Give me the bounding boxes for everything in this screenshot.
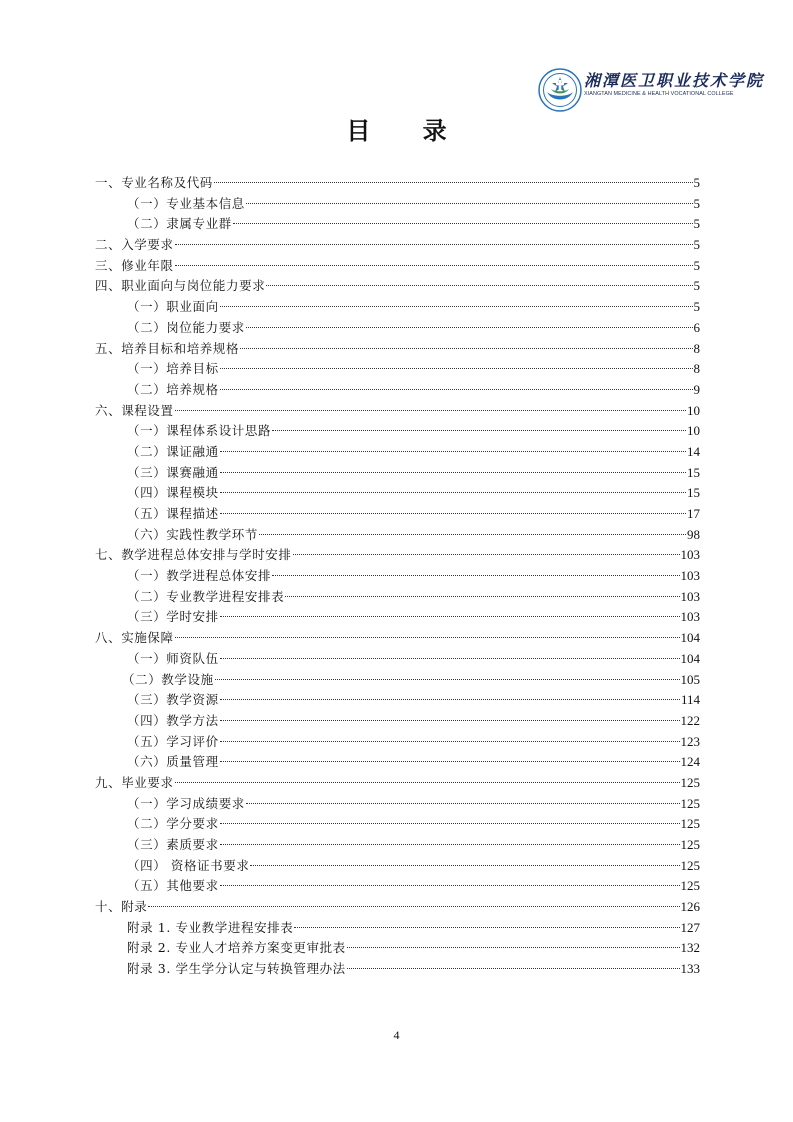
toc-entry-label: （四） 资格证书要求	[127, 857, 250, 873]
toc-entry[interactable]	[95, 835, 700, 856]
toc-dot-leader	[266, 285, 692, 286]
toc-entry-page: 104	[680, 630, 700, 646]
toc-entry-label: （一）专业基本信息	[127, 195, 245, 211]
toc-dot-leader	[347, 968, 680, 969]
table-of-contents	[95, 173, 700, 980]
toc-entry[interactable]	[95, 938, 700, 959]
toc-dot-leader	[233, 223, 693, 224]
toc-entry-label: （一）师资队伍	[127, 650, 219, 666]
toc-entry[interactable]	[95, 297, 700, 318]
toc-entry-page: 123	[680, 733, 700, 749]
toc-entry-page: 5	[693, 257, 700, 273]
toc-entry-page: 14	[687, 443, 700, 459]
toc-entry-label: 附录 1. 专业教学进程安排表	[127, 919, 294, 935]
toc-entry-label: （一）培养目标	[127, 361, 219, 377]
toc-entry-page: 125	[680, 774, 700, 790]
college-name-en: XIANGTAN MEDICINE & HEALTH VOCATIONAL COLLEGE	[584, 91, 734, 97]
toc-entry-page: 5	[693, 216, 700, 232]
toc-entry-page: 17	[687, 506, 700, 521]
toc-entry[interactable]	[95, 359, 700, 380]
toc-entry-label: （三）素质要求	[127, 837, 219, 852]
toc-entry-page: 5	[693, 195, 700, 211]
toc-entry-label: （一）教学进程总体安排	[127, 568, 272, 584]
toc-dot-leader	[220, 513, 686, 514]
toc-entry-page: 104	[680, 650, 700, 666]
toc-entry-page: 114	[680, 692, 700, 708]
toc-entry-label: 十、附录	[95, 899, 148, 915]
toc-entry-label: （二）隶属专业群	[127, 216, 232, 232]
toc-entry-label: （二）学分要求	[127, 816, 219, 832]
toc-dot-leader	[220, 761, 680, 762]
toc-dot-leader	[294, 927, 679, 928]
toc-entry-page: 126	[680, 899, 700, 915]
toc-entry-page: 125	[680, 816, 700, 832]
toc-entry-page: 132	[680, 940, 700, 956]
toc-entry-page: 125	[680, 795, 700, 811]
toc-dot-leader	[220, 306, 693, 307]
toc-entry[interactable]	[95, 690, 700, 711]
toc-dot-leader	[220, 616, 680, 617]
toc-dot-leader	[220, 699, 680, 700]
toc-entry-label: （四）教学方法	[127, 712, 219, 728]
toc-entry[interactable]	[95, 897, 700, 918]
toc-entry-label: （五）课程描述	[127, 506, 219, 521]
toc-entry-label: （二）岗位能力要求	[127, 319, 245, 335]
toc-entry[interactable]	[95, 276, 700, 297]
toc-entry-page: 5	[693, 278, 700, 294]
toc-entry[interactable]	[95, 670, 700, 691]
toc-entry[interactable]	[95, 876, 700, 897]
toc-dot-leader	[175, 782, 680, 783]
toc-entry-page: 98	[687, 526, 700, 542]
toc-entry-label: （四）课程模块	[127, 485, 219, 501]
toc-entry[interactable]	[95, 794, 700, 815]
toc-dot-leader	[285, 596, 679, 597]
toc-entry-label: 一、专业名称及代码	[95, 175, 213, 190]
toc-entry[interactable]	[95, 587, 700, 608]
toc-dot-leader	[220, 844, 680, 845]
toc-entry[interactable]	[95, 339, 700, 360]
toc-entry-label: 六、课程设置	[95, 402, 174, 418]
toc-entry-page: 5	[693, 175, 700, 190]
toc-entry-page: 103	[680, 588, 700, 604]
toc-entry-label: （五）学习评价	[127, 733, 219, 749]
college-logo	[538, 68, 765, 112]
toc-entry[interactable]	[95, 442, 700, 463]
toc-entry-label: （六）实践性教学环节	[127, 526, 259, 542]
toc-entry-page: 5	[693, 237, 700, 253]
toc-dot-leader	[246, 203, 693, 204]
toc-dot-leader	[272, 575, 679, 576]
toc-entry[interactable]	[95, 525, 700, 546]
toc-entry-page: 125	[680, 837, 700, 852]
toc-entry-label: 五、培养目标和培养规格	[95, 340, 240, 356]
toc-entry-page: 105	[680, 671, 700, 687]
toc-entry-page: 6	[693, 319, 700, 335]
toc-entry[interactable]	[95, 235, 700, 256]
toc-entry[interactable]	[95, 607, 700, 628]
toc-entry-page: 15	[687, 485, 700, 501]
toc-entry-page: 125	[680, 857, 700, 873]
toc-entry[interactable]	[95, 504, 700, 525]
toc-dot-leader	[246, 803, 680, 804]
toc-entry-page: 125	[680, 878, 700, 894]
toc-dot-leader	[259, 534, 686, 535]
toc-dot-leader	[272, 430, 686, 431]
toc-dot-leader	[175, 410, 686, 411]
toc-entry[interactable]	[95, 628, 700, 649]
toc-entry-page: 127	[680, 919, 700, 935]
toc-entry[interactable]	[95, 566, 700, 587]
toc-entry-page: 103	[680, 568, 700, 584]
toc-dot-leader	[220, 823, 680, 824]
toc-entry[interactable]	[95, 421, 700, 442]
toc-entry[interactable]	[95, 649, 700, 670]
toc-dot-leader	[293, 554, 680, 555]
toc-dot-leader	[175, 244, 693, 245]
toc-entry-page: 15	[687, 464, 700, 480]
toc-entry-label: 二、入学要求	[95, 237, 174, 253]
toc-entry-page: 103	[680, 609, 700, 625]
toc-entry[interactable]	[95, 318, 700, 339]
toc-entry-label: （六）质量管理	[127, 754, 219, 770]
toc-entry[interactable]	[95, 545, 700, 566]
toc-entry-page: 133	[680, 961, 700, 977]
toc-entry-page: 103	[680, 547, 700, 563]
toc-entry[interactable]	[95, 711, 700, 732]
toc-entry-label: 九、毕业要求	[95, 774, 174, 790]
toc-entry[interactable]	[95, 256, 700, 277]
toc-dot-leader	[215, 679, 680, 680]
toc-entry[interactable]	[95, 401, 700, 422]
toc-dot-leader	[175, 265, 693, 266]
toc-dot-leader	[246, 327, 693, 328]
toc-dot-leader	[220, 720, 680, 721]
toc-entry-label: 七、教学进程总体安排与学时安排	[95, 547, 292, 563]
toc-entry-label: 附录 2. 专业人才培养方案变更审批表	[127, 940, 346, 956]
toc-dot-leader	[220, 741, 680, 742]
toc-entry-label: （二）专业教学进程安排表	[127, 588, 285, 604]
toc-entry-page: 5	[693, 299, 700, 315]
toc-dot-leader	[220, 389, 693, 390]
college-emblem-icon	[538, 68, 582, 112]
college-name-cn: 湘潭医卫职业技术学院	[584, 71, 765, 90]
toc-dot-leader	[220, 451, 686, 452]
toc-entry[interactable]	[95, 173, 700, 194]
toc-entry-page: 124	[680, 754, 700, 770]
toc-entry[interactable]	[95, 814, 700, 835]
toc-entry-page: 10	[687, 423, 700, 439]
toc-entry[interactable]	[95, 463, 700, 484]
toc-entry[interactable]	[95, 483, 700, 504]
toc-entry[interactable]	[95, 214, 700, 235]
toc-dot-leader	[175, 637, 680, 638]
toc-entry-label: （二）教学设施	[122, 671, 214, 687]
toc-entry-label: （三）课赛融通	[127, 464, 219, 480]
toc-dot-leader	[220, 368, 693, 369]
toc-entry-label: （二）培养规格	[127, 381, 219, 397]
toc-entry-label: （二）课证融通	[127, 443, 219, 459]
toc-entry[interactable]	[95, 194, 700, 215]
toc-entry[interactable]	[95, 918, 700, 939]
toc-entry-page: 9	[693, 381, 700, 397]
toc-dot-leader	[250, 865, 679, 866]
toc-dot-leader	[220, 658, 680, 659]
toc-entry[interactable]	[95, 380, 700, 401]
toc-entry-label: （一）学习成绩要求	[127, 795, 245, 811]
toc-entry-label: （五）其他要求	[127, 878, 219, 894]
toc-entry-label: 三、修业年限	[95, 257, 174, 273]
toc-dot-leader	[240, 348, 692, 349]
toc-dot-leader	[220, 885, 680, 886]
toc-entry[interactable]	[95, 856, 700, 877]
toc-dot-leader	[220, 492, 686, 493]
toc-entry[interactable]	[95, 959, 700, 980]
toc-title: 目 录	[346, 117, 469, 145]
toc-entry-label: 四、职业面向与岗位能力要求	[95, 278, 266, 294]
toc-entry-label: （一）职业面向	[127, 299, 219, 315]
toc-entry-page: 8	[693, 361, 700, 377]
toc-entry-page: 122	[680, 712, 700, 728]
toc-dot-leader	[148, 906, 679, 907]
toc-entry[interactable]	[95, 752, 700, 773]
toc-dot-leader	[347, 947, 680, 948]
toc-entry-page: 8	[693, 340, 700, 356]
toc-entry-label: （一）课程体系设计思路	[127, 423, 272, 439]
toc-entry-page: 10	[687, 402, 700, 418]
toc-entry-label: 附录 3. 学生学分认定与转换管理办法	[127, 961, 346, 977]
toc-entry[interactable]	[95, 773, 700, 794]
page-number: 4	[393, 1028, 400, 1042]
toc-entry[interactable]	[95, 732, 700, 753]
toc-entry-label: （三）学时安排	[127, 609, 219, 625]
toc-dot-leader	[220, 472, 686, 473]
toc-dot-leader	[214, 182, 693, 183]
toc-entry-label: （三）教学资源	[127, 692, 219, 708]
toc-entry-label: 八、实施保障	[95, 630, 174, 646]
